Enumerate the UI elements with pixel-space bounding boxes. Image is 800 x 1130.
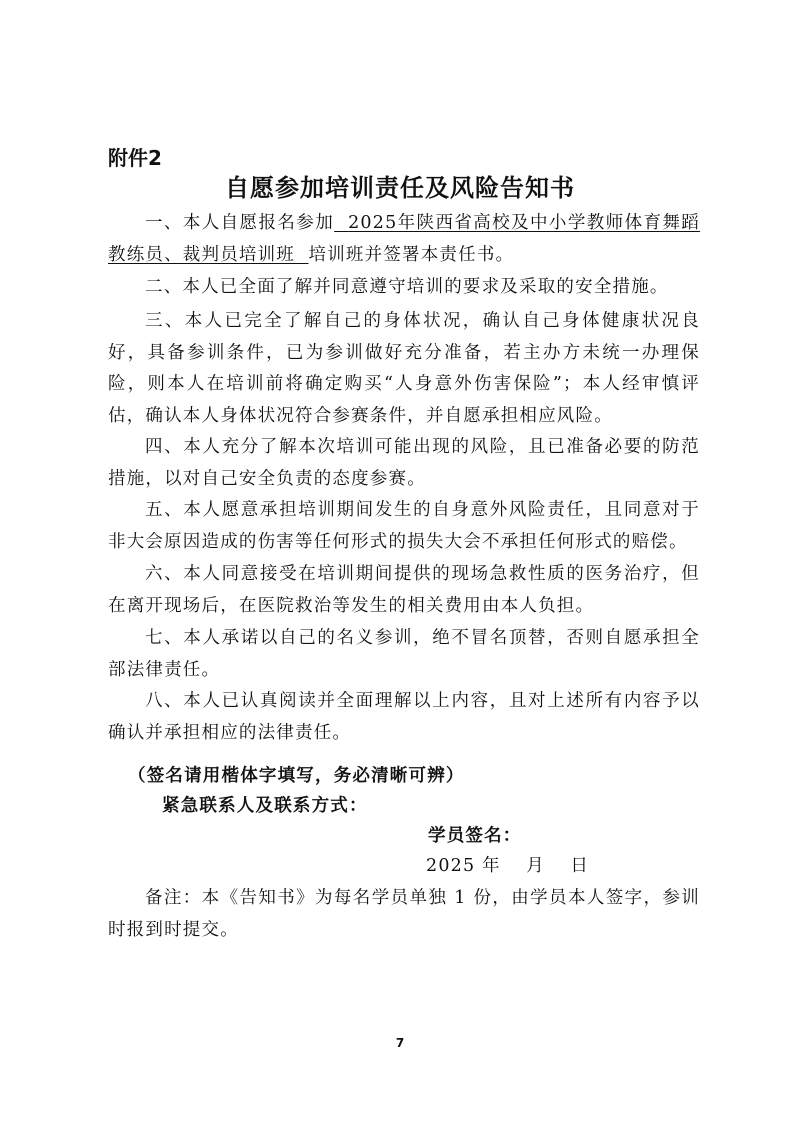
attachment-label: 附件2	[108, 146, 162, 170]
signature-note: （签名请用楷体字填写，务必清晰可辨）	[128, 766, 465, 786]
date-line: 2025 年 月 日	[426, 856, 590, 876]
clause-1	[108, 208, 700, 271]
emergency-contact-label: 紧急联系人及联系方式：	[162, 796, 368, 816]
clause-3: 三、本人已完全了解自己的身体状况，确认自己身体健康状况良好，具备参训条件，已为参训做好充分准备，若主办方未统一办理保险，则本人在培训前将确定购买“人身意外伤害保险”；本人经审慎评估，确认本人身体状况符合参赛条件，并自愿承担相应风险。	[108, 311, 700, 426]
clause-8: 八、本人已认真阅读并全面理解以上内容，且对上述所有内容予以确认并承担相应的法律责任。	[108, 691, 700, 743]
clause-1-suffix: 培训班并签署本责任书。	[308, 244, 515, 265]
clause-4: 四、本人充分了解本次培训可能出现的风险，且已准备必要的防范措施，以对自己安全负责的态度参赛。	[108, 437, 700, 489]
page-number: 7	[395, 1036, 405, 1050]
student-signature-label: 学员签名：	[428, 826, 522, 846]
clause-6: 六、本人同意接受在培训期间提供的现场急救性质的医务治疗，但在离开现场后，在医院救治等发生的相关费用由本人负担。	[108, 564, 700, 616]
clause-7: 七、本人承诺以自己的名义参训，绝不冒名顶替，否则自愿承担全部法律责任。	[108, 628, 700, 680]
clause-5: 五、本人愿意承担培训期间发生的自身意外风险责任，且同意对于非大会原因造成的伤害等任何形式的损失大会不承担任何形式的赔偿。	[108, 500, 700, 552]
clause-1-training-name: 2025年陕西省高校及中小学教师体育舞蹈教练员、裁判员培训班	[108, 213, 700, 265]
clause-1-prefix: 一、本人自愿报名参加	[145, 213, 335, 233]
clause-2: 二、本人已全面了解并同意遵守培训的要求及采取的安全措施。	[145, 277, 669, 297]
document-title: 自愿参加培训责任及风险告知书	[225, 174, 575, 202]
remark: 备注：本《告知书》为每名学员单独 1 份，由学员本人签字，参训时报到时提交。	[108, 888, 700, 940]
